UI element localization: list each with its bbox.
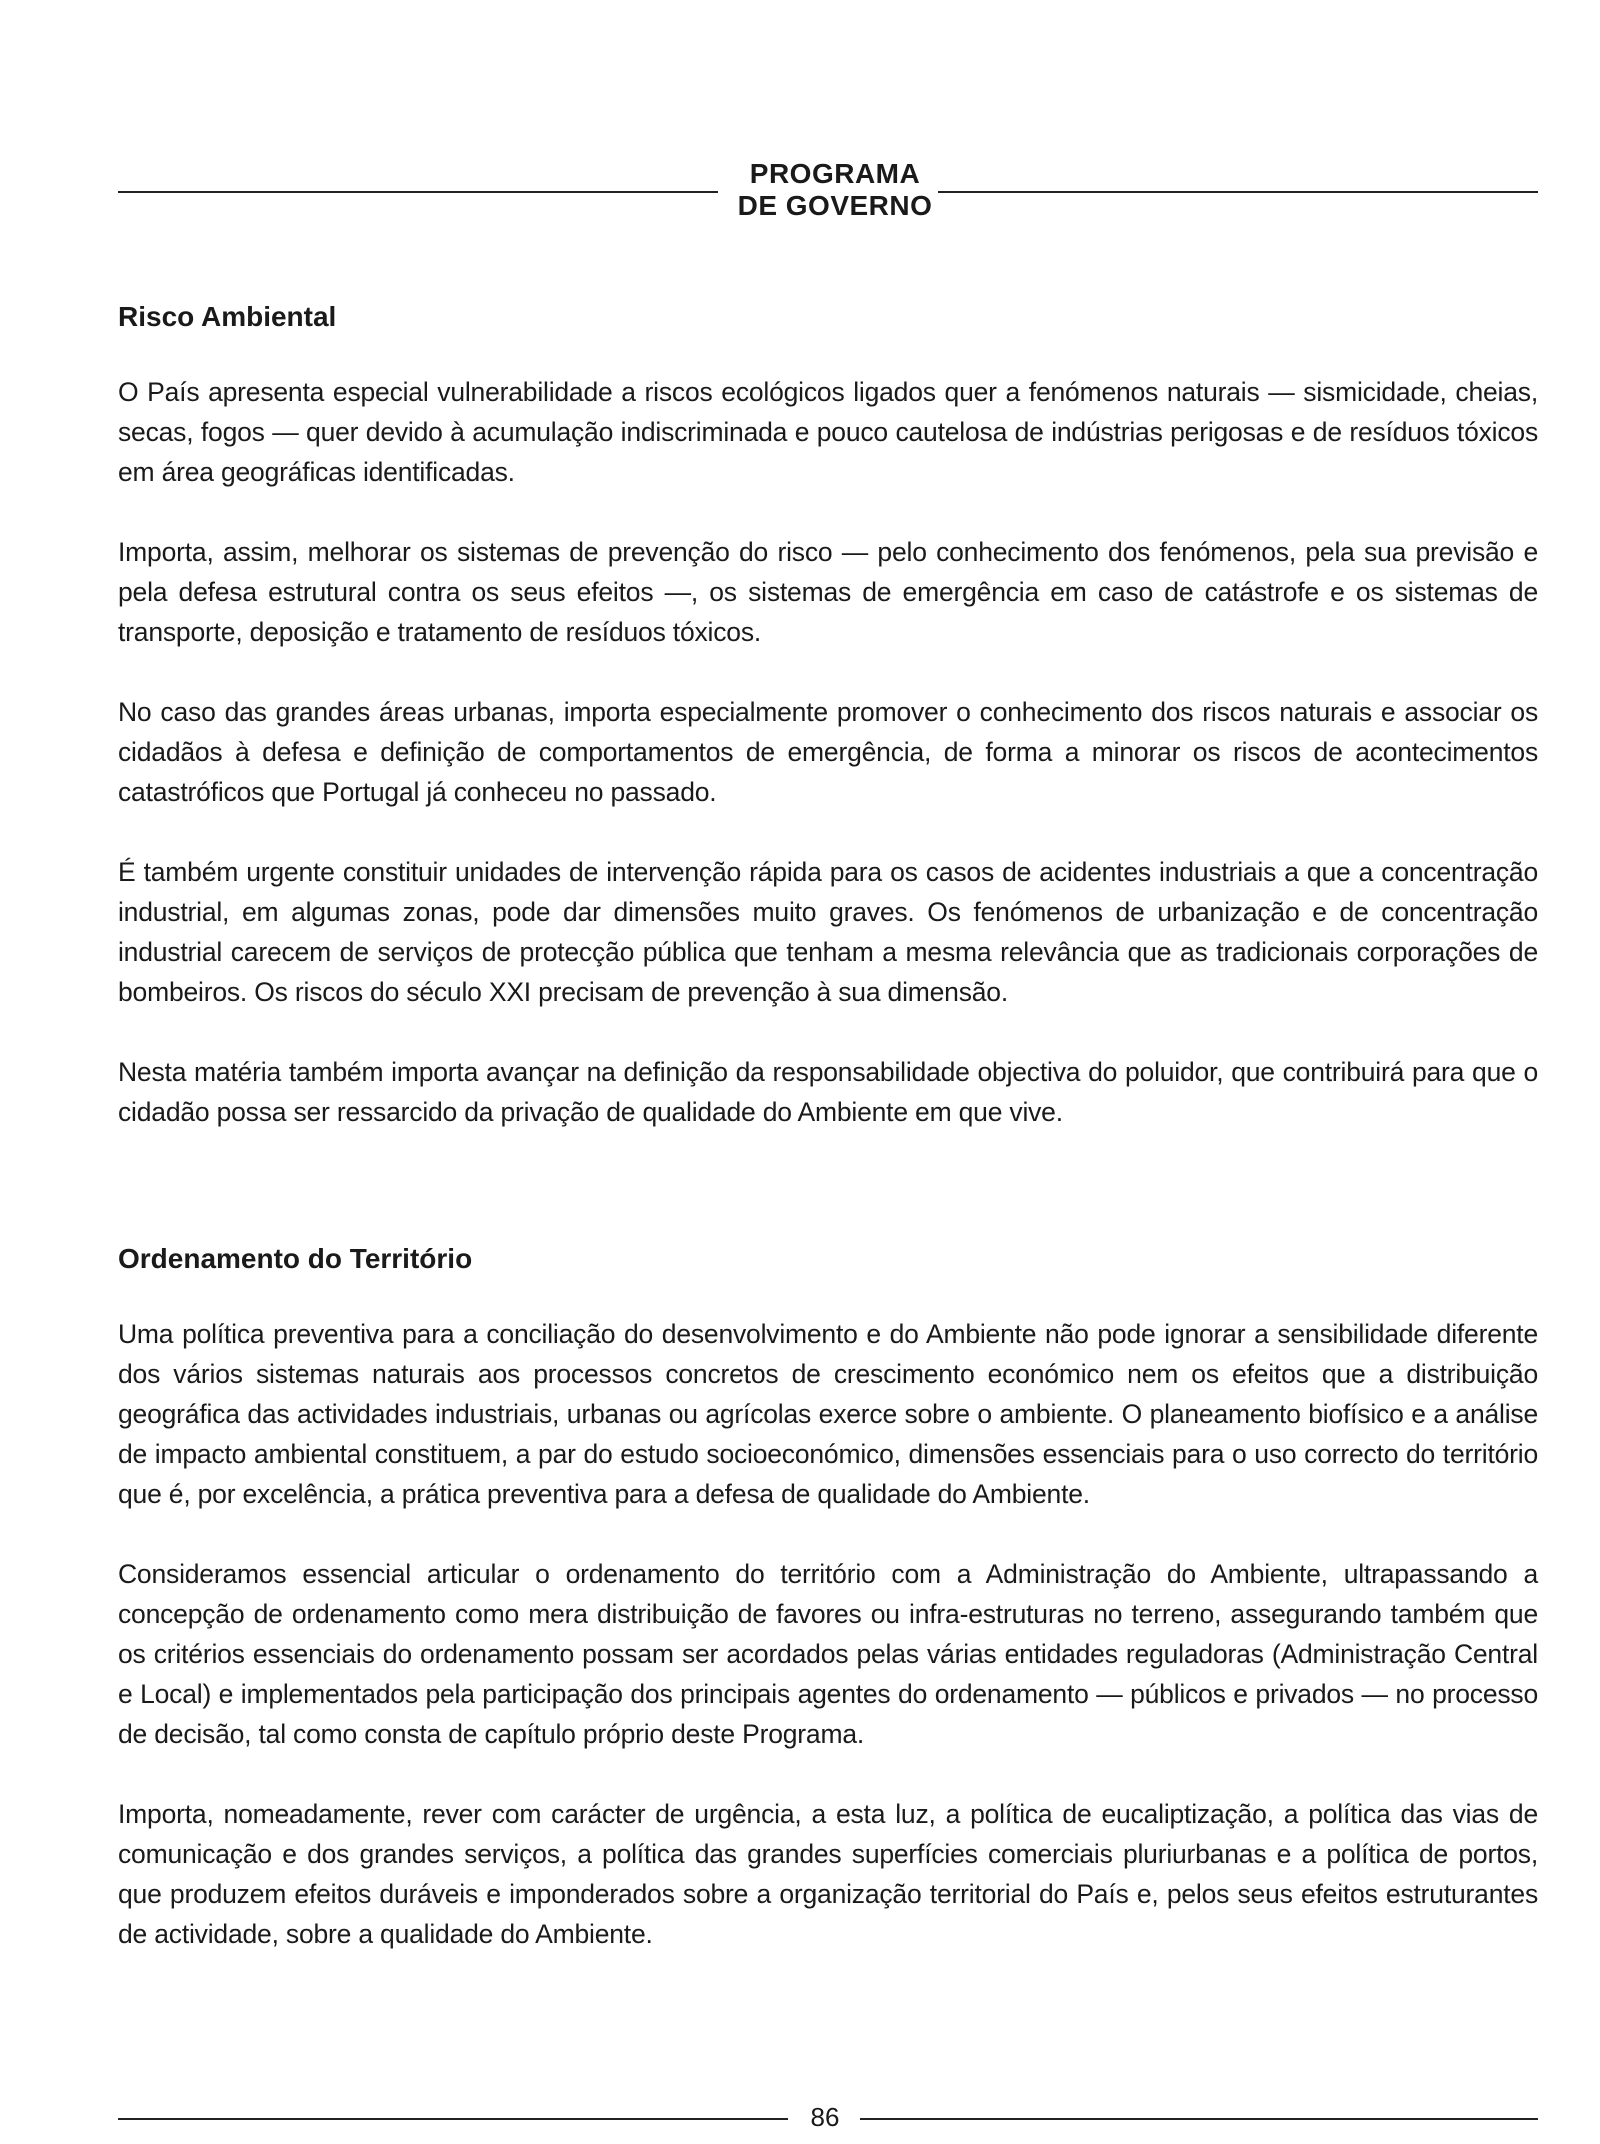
section-heading: Risco Ambiental: [118, 301, 337, 332]
paragraph: No caso das grandes áreas urbanas, importa especialmente promover o conhecimento dos riscos naturais e associar os cidadãos à defesa e definição de comportamentos de emergência, de forma a minorar os riscos de acontecimentos catastróficos que Portugal já conheceu no passado.: [118, 697, 1538, 807]
page-footer: [118, 2098, 1538, 2138]
header-rule-left: [118, 191, 718, 193]
section-heading: Ordenamento do Território: [118, 1243, 473, 1274]
section-ordenamento-territorio: [118, 1242, 1538, 1954]
paragraph: Importa, nomeadamente, rever com carácter de urgência, a esta luz, a política de eucaliptização, a política das vias de comunicação e dos grandes serviços, a política das grandes superfícies comerciais pluriurbanas e a política de portos, que produzem efeitos duráveis e imponderados sobre a organização territorial do País e, pelos seus efeitos estruturantes de actividade, sobre a qualidade do Ambiente.: [118, 1799, 1538, 1949]
header-title: [730, 158, 940, 222]
page-number: 86: [810, 2102, 840, 2132]
section-risco-ambiental: [118, 300, 1538, 1132]
paragraph: Importa, assim, melhorar os sistemas de prevenção do risco — pelo conhecimento dos fenómenos, pela sua previsão e pela defesa estrutural contra os seus efeitos —, os sistemas de emergência em caso de catástrofe e os sistemas de transporte, deposição e tratamento de resíduos tóxicos.: [118, 537, 1538, 647]
page-content: [118, 300, 1538, 1994]
section-spacer: [118, 1172, 1538, 1242]
paragraph: É também urgente constituir unidades de intervenção rápida para os casos de acidentes industriais a que a concentração industrial, em algumas zonas, pode dar dimensões muito graves. Os fenómenos de urbanização e de concentração industrial carecem de serviços de protecção pública que tenham a mesma relevância que as tradicionais corporações de bombeiros. Os riscos do século XXI precisam de prevenção à sua dimensão.: [118, 857, 1538, 1007]
header-title-line2: DE GOVERNO: [737, 190, 933, 221]
paragraph: Uma política preventiva para a conciliação do desenvolvimento e do Ambiente não pode ignorar a sensibilidade diferente dos vários sistemas naturais aos processos concretos de crescimento económico nem os efeitos que a distribuição geográfica das actividades industriais, urbanas ou agrícolas exerce sobre o ambiente. O planeamento biofísico e a análise de impacto ambiental constituem, a par do estudo socioeconómico, dimensões essenciais para o uso correcto do território que é, por excelência, a prática preventiva para a defesa de qualidade do Ambiente.: [118, 1319, 1538, 1509]
footer-rule-right: [860, 2118, 1538, 2120]
page-header: [118, 158, 1538, 228]
header-rule-right: [938, 191, 1538, 193]
paragraph: Nesta matéria também importa avançar na definição da responsabilidade objectiva do poluidor, que contribuirá para que o cidadão possa ser ressarcido da privação de qualidade do Ambiente em que vive.: [118, 1057, 1538, 1127]
header-title-line1: PROGRAMA: [749, 158, 921, 189]
footer-rule-left: [118, 2118, 788, 2120]
paragraph: Consideramos essencial articular o ordenamento do território com a Administração do Ambiente, ultrapassando a concepção de ordenamento como mera distribuição de favores ou infra-estruturas no terreno, assegurando também que os critérios essenciais do ordenamento possam ser acordados pelas várias entidades reguladoras (Administração Central e Local) e implementados pela participação dos principais agentes do ordenamento — públicos e privados — no processo de decisão, tal como consta de capítulo próprio deste Programa.: [118, 1559, 1538, 1749]
paragraph: O País apresenta especial vulnerabilidade a riscos ecológicos ligados quer a fenómenos naturais — sismicidade, cheias, secas, fogos — quer devido à acumulação indiscriminada e pouco cautelosa de indústrias perigosas e de resíduos tóxicos em área geográficas identificadas.: [118, 377, 1538, 487]
